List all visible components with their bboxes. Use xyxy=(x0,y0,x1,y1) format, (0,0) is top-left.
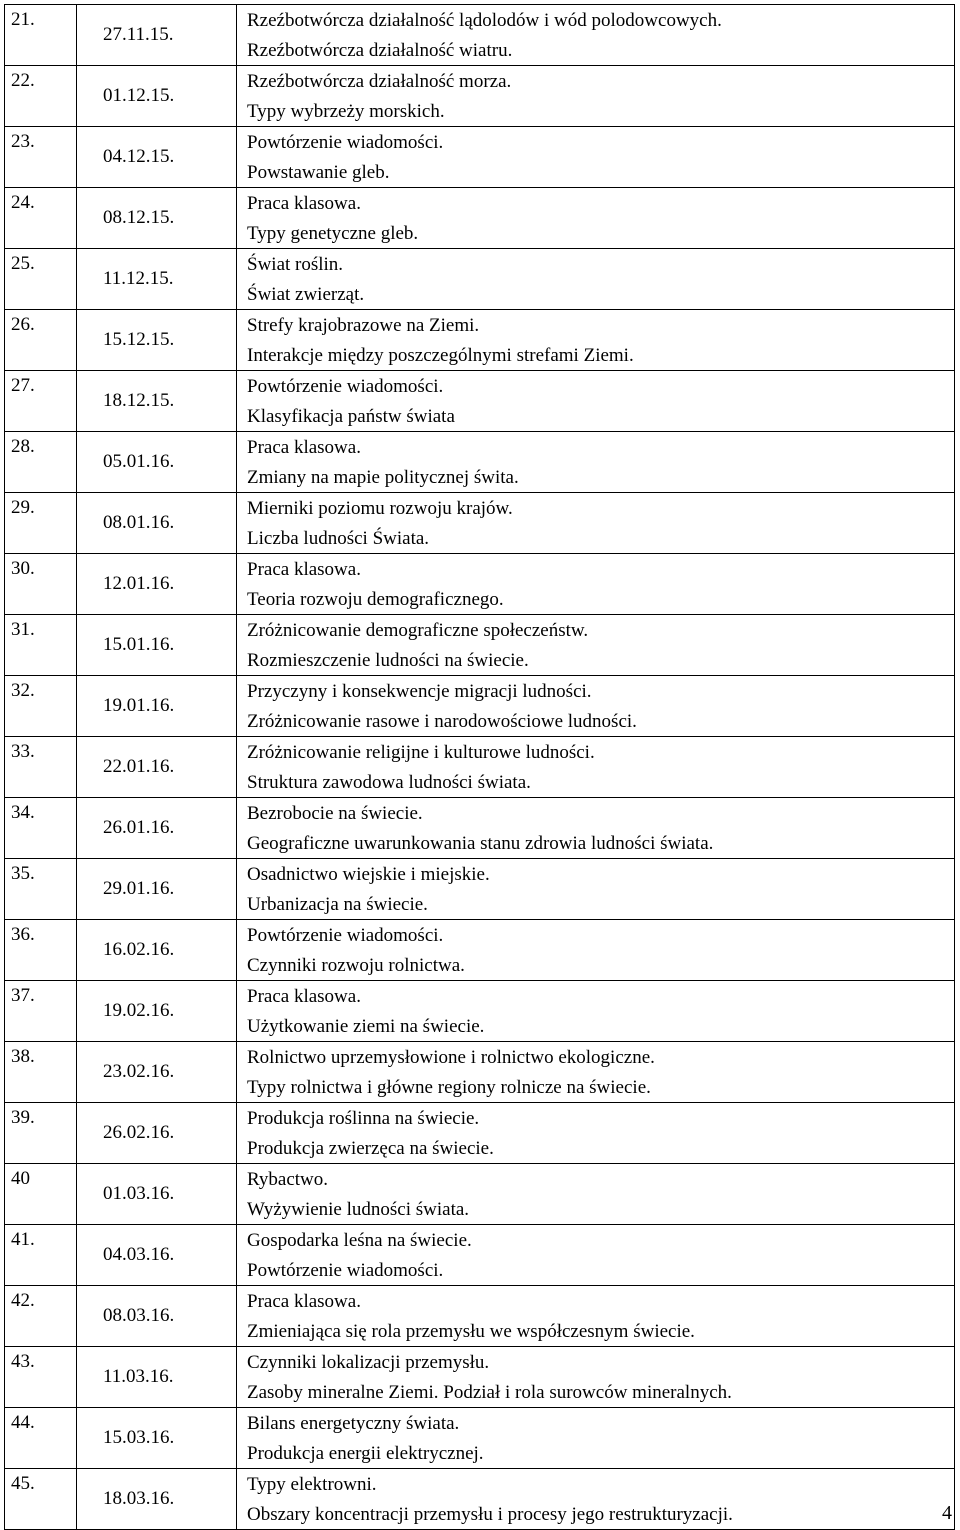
table-row xyxy=(5,798,955,859)
lesson-topic: Klasyfikacja państw świata xyxy=(247,406,455,427)
lesson-number: 29. xyxy=(11,497,35,518)
lesson-number: 44. xyxy=(11,1412,35,1433)
lesson-number-cell xyxy=(5,737,77,798)
lesson-number: 30. xyxy=(11,558,35,579)
lesson-number: 33. xyxy=(11,741,35,762)
lesson-topic: Rzeźbotwórcza działalność lądolodów i wód polodowcowych. xyxy=(247,10,722,31)
lesson-topic: Wyżywienie ludności świata. xyxy=(247,1199,470,1220)
lesson-topics-cell xyxy=(237,1469,955,1530)
table-row xyxy=(5,1042,955,1103)
lesson-number: 25. xyxy=(11,253,35,274)
lesson-topic: Typy genetyczne gleb. xyxy=(247,223,419,244)
lesson-date-cell xyxy=(77,615,237,676)
lesson-date-cell xyxy=(77,676,237,737)
lesson-number-cell xyxy=(5,1103,77,1164)
lesson-date-cell xyxy=(77,1225,237,1286)
table-row xyxy=(5,554,955,615)
lesson-number-cell xyxy=(5,127,77,188)
lesson-date-cell xyxy=(77,859,237,920)
lesson-number: 32. xyxy=(11,680,35,701)
lesson-topic: Zróżnicowanie rasowe i narodowościowe ludności. xyxy=(247,711,637,732)
lesson-date-cell xyxy=(77,1408,237,1469)
lesson-date-cell xyxy=(77,798,237,859)
lesson-number: 45. xyxy=(11,1473,35,1494)
lesson-date-cell xyxy=(77,5,237,66)
table-row xyxy=(5,981,955,1042)
table-row xyxy=(5,249,955,310)
table-row xyxy=(5,5,955,66)
lesson-date: 04.12.15. xyxy=(103,146,175,167)
table-row xyxy=(5,493,955,554)
lesson-number: 24. xyxy=(11,192,35,213)
lesson-topics-cell xyxy=(237,615,955,676)
table-row xyxy=(5,920,955,981)
table-row xyxy=(5,676,955,737)
lesson-schedule-body xyxy=(5,5,955,1530)
lesson-number: 27. xyxy=(11,375,35,396)
page-number: 4 xyxy=(942,1502,952,1524)
lesson-topic: Typy elektrowni. xyxy=(247,1474,377,1495)
lesson-topics-cell xyxy=(237,310,955,371)
lesson-topic: Typy rolnictwa i główne regiony rolnicze na świecie. xyxy=(247,1077,651,1098)
lesson-date: 27.11.15. xyxy=(103,24,174,45)
lesson-date: 18.12.15. xyxy=(103,390,175,411)
lesson-topics-cell xyxy=(237,249,955,310)
lesson-topics-cell xyxy=(237,737,955,798)
lesson-number: 36. xyxy=(11,924,35,945)
lesson-number: 37. xyxy=(11,985,35,1006)
table-row xyxy=(5,1103,955,1164)
lesson-topic: Struktura zawodowa ludności świata. xyxy=(247,772,531,793)
lesson-date: 23.02.16. xyxy=(103,1061,175,1082)
lesson-topic: Powtórzenie wiadomości. xyxy=(247,925,444,946)
lesson-date: 08.01.16. xyxy=(103,512,175,533)
lesson-topics-cell xyxy=(237,1042,955,1103)
lesson-topic: Powtórzenie wiadomości. xyxy=(247,132,444,153)
lesson-topic: Gospodarka leśna na świecie. xyxy=(247,1230,472,1251)
lesson-topic: Praca klasowa. xyxy=(247,559,361,580)
lesson-topic: Rolnictwo uprzemysłowione i rolnictwo ekologiczne. xyxy=(247,1047,655,1068)
lesson-number-cell xyxy=(5,798,77,859)
lesson-number-cell xyxy=(5,371,77,432)
lesson-topics-cell xyxy=(237,1225,955,1286)
lesson-topics-cell xyxy=(237,920,955,981)
lesson-topic: Praca klasowa. xyxy=(247,437,361,458)
lesson-date: 15.01.16. xyxy=(103,634,175,655)
lesson-topics-cell xyxy=(237,798,955,859)
lesson-number-cell xyxy=(5,1469,77,1530)
lesson-topic: Czynniki rozwoju rolnictwa. xyxy=(247,955,465,976)
lesson-topic: Strefy krajobrazowe na Ziemi. xyxy=(247,315,480,336)
table-row xyxy=(5,1408,955,1469)
lesson-date: 19.01.16. xyxy=(103,695,175,716)
lesson-topics-cell xyxy=(237,981,955,1042)
lesson-topic: Praca klasowa. xyxy=(247,986,361,1007)
lesson-date-cell xyxy=(77,1164,237,1225)
lesson-number-cell xyxy=(5,66,77,127)
table-row xyxy=(5,1286,955,1347)
lesson-date-cell xyxy=(77,737,237,798)
lesson-topics-cell xyxy=(237,1408,955,1469)
lesson-number-cell xyxy=(5,676,77,737)
table-row xyxy=(5,1347,955,1408)
lesson-date-cell xyxy=(77,493,237,554)
lesson-number-cell xyxy=(5,493,77,554)
lesson-date: 01.12.15. xyxy=(103,85,175,106)
lesson-number-cell xyxy=(5,5,77,66)
lesson-number: 35. xyxy=(11,863,35,884)
lesson-topic: Geograficzne uwarunkowania stanu zdrowia ludności świata. xyxy=(247,833,714,854)
lesson-topics-cell xyxy=(237,1164,955,1225)
lesson-topics-cell xyxy=(237,432,955,493)
lesson-number-cell xyxy=(5,432,77,493)
lesson-date: 04.03.16. xyxy=(103,1244,175,1265)
lesson-number-cell xyxy=(5,920,77,981)
lesson-number: 39. xyxy=(11,1107,35,1128)
table-row xyxy=(5,127,955,188)
lesson-topics-cell xyxy=(237,676,955,737)
lesson-topic: Przyczyny i konsekwencje migracji ludności. xyxy=(247,681,592,702)
lesson-date: 01.03.16. xyxy=(103,1183,175,1204)
lesson-date-cell xyxy=(77,188,237,249)
lesson-topics-cell xyxy=(237,5,955,66)
lesson-number-cell xyxy=(5,310,77,371)
lesson-topic: Rzeźbotwórcza działalność wiatru. xyxy=(247,40,513,61)
lesson-number-cell xyxy=(5,1164,77,1225)
lesson-topic: Urbanizacja na świecie. xyxy=(247,894,428,915)
lesson-topic: Bezrobocie na świecie. xyxy=(247,803,423,824)
lesson-topic: Interakcje między poszczególnymi strefami Ziemi. xyxy=(247,345,634,366)
lesson-number-cell xyxy=(5,1347,77,1408)
lesson-date: 08.12.15. xyxy=(103,207,175,228)
lesson-topic: Powtórzenie wiadomości. xyxy=(247,376,444,397)
lesson-topics-cell xyxy=(237,554,955,615)
lesson-topics-cell xyxy=(237,127,955,188)
lesson-number-cell xyxy=(5,249,77,310)
table-row xyxy=(5,1469,955,1530)
lesson-topics-cell xyxy=(237,371,955,432)
lesson-number-cell xyxy=(5,1286,77,1347)
lesson-number: 26. xyxy=(11,314,35,335)
lesson-date: 26.01.16. xyxy=(103,817,175,838)
table-row xyxy=(5,1164,955,1225)
lesson-topic: Osadnictwo wiejskie i miejskie. xyxy=(247,864,490,885)
lesson-topic: Obszary koncentracji przemysłu i procesy jego restrukturyzacji. xyxy=(247,1504,733,1525)
table-row xyxy=(5,615,955,676)
lesson-date: 11.12.15. xyxy=(103,268,174,289)
lesson-topics-cell xyxy=(237,859,955,920)
lesson-topics-cell xyxy=(237,493,955,554)
lesson-date-cell xyxy=(77,432,237,493)
lesson-topic: Zmiany na mapie politycznej świta. xyxy=(247,467,519,488)
lesson-date-cell xyxy=(77,66,237,127)
lesson-date-cell xyxy=(77,249,237,310)
lesson-topic: Bilans energetyczny świata. xyxy=(247,1413,460,1434)
lesson-number: 23. xyxy=(11,131,35,152)
lesson-number-cell xyxy=(5,188,77,249)
lesson-topic: Liczba ludności Świata. xyxy=(247,528,430,549)
lesson-date-cell xyxy=(77,127,237,188)
lesson-number-cell xyxy=(5,859,77,920)
table-row xyxy=(5,310,955,371)
table-row xyxy=(5,1225,955,1286)
lesson-topic: Typy wybrzeży morskich. xyxy=(247,101,445,122)
lesson-number: 40 xyxy=(11,1168,30,1189)
table-row xyxy=(5,737,955,798)
lesson-date-cell xyxy=(77,1042,237,1103)
lesson-date-cell xyxy=(77,554,237,615)
lesson-number: 43. xyxy=(11,1351,35,1372)
lesson-date: 22.01.16. xyxy=(103,756,175,777)
lesson-date-cell xyxy=(77,1347,237,1408)
lesson-number-cell xyxy=(5,554,77,615)
lesson-date: 11.03.16. xyxy=(103,1366,174,1387)
lesson-topic: Mierniki poziomu rozwoju krajów. xyxy=(247,498,513,519)
lesson-topic: Praca klasowa. xyxy=(247,193,361,214)
table-row xyxy=(5,859,955,920)
lesson-topic: Zróżnicowanie demograficzne społeczeństw. xyxy=(247,620,589,641)
lesson-number: 38. xyxy=(11,1046,35,1067)
lesson-topics-cell xyxy=(237,1286,955,1347)
lesson-number-cell xyxy=(5,1408,77,1469)
lesson-topic: Produkcja energii elektrycznej. xyxy=(247,1443,484,1464)
lesson-schedule-table xyxy=(4,4,955,1530)
lesson-date: 08.03.16. xyxy=(103,1305,175,1326)
lesson-topic: Praca klasowa. xyxy=(247,1291,361,1312)
lesson-topics-cell xyxy=(237,66,955,127)
lesson-date-cell xyxy=(77,1286,237,1347)
lesson-number: 28. xyxy=(11,436,35,457)
lesson-date: 29.01.16. xyxy=(103,878,175,899)
lesson-topic: Rozmieszczenie ludności na świecie. xyxy=(247,650,529,671)
lesson-date: 15.12.15. xyxy=(103,329,175,350)
lesson-topic: Produkcja zwierzęca na świecie. xyxy=(247,1138,494,1159)
table-row xyxy=(5,432,955,493)
lesson-topics-cell xyxy=(237,188,955,249)
lesson-date-cell xyxy=(77,920,237,981)
lesson-number-cell xyxy=(5,615,77,676)
lesson-date: 19.02.16. xyxy=(103,1000,175,1021)
lesson-topic: Rybactwo. xyxy=(247,1169,329,1190)
lesson-topic: Zmieniająca się rola przemysłu we współczesnym świecie. xyxy=(247,1321,695,1342)
table-row xyxy=(5,66,955,127)
lesson-topic: Użytkowanie ziemi na świecie. xyxy=(247,1016,485,1037)
lesson-date-cell xyxy=(77,981,237,1042)
lesson-topics-cell xyxy=(237,1347,955,1408)
lesson-date-cell xyxy=(77,1103,237,1164)
lesson-date: 26.02.16. xyxy=(103,1122,175,1143)
lesson-number-cell xyxy=(5,981,77,1042)
lesson-topic: Teoria rozwoju demograficznego. xyxy=(247,589,504,610)
lesson-number: 31. xyxy=(11,619,35,640)
lesson-date: 15.03.16. xyxy=(103,1427,175,1448)
table-row xyxy=(5,371,955,432)
lesson-topic: Powstawanie gleb. xyxy=(247,162,390,183)
lesson-number-cell xyxy=(5,1042,77,1103)
lesson-topic: Produkcja roślinna na świecie. xyxy=(247,1108,480,1129)
lesson-topic: Rzeźbotwórcza działalność morza. xyxy=(247,71,512,92)
lesson-number-cell xyxy=(5,1225,77,1286)
lesson-topic: Powtórzenie wiadomości. xyxy=(247,1260,444,1281)
lesson-topic: Świat roślin. xyxy=(247,254,344,275)
lesson-number: 21. xyxy=(11,9,35,30)
lesson-topic: Zasoby mineralne Ziemi. Podział i rola surowców mineralnych. xyxy=(247,1382,732,1403)
lesson-date-cell xyxy=(77,371,237,432)
lesson-date: 16.02.16. xyxy=(103,939,175,960)
lesson-topic: Czynniki lokalizacji przemysłu. xyxy=(247,1352,490,1373)
lesson-topic: Zróżnicowanie religijne i kulturowe ludności. xyxy=(247,742,595,763)
lesson-date-cell xyxy=(77,310,237,371)
lesson-date-cell xyxy=(77,1469,237,1530)
lesson-topic: Świat zwierząt. xyxy=(247,284,365,305)
lesson-date: 12.01.16. xyxy=(103,573,175,594)
lesson-topics-cell xyxy=(237,1103,955,1164)
lesson-number: 22. xyxy=(11,70,35,91)
lesson-number: 42. xyxy=(11,1290,35,1311)
lesson-number: 34. xyxy=(11,802,35,823)
lesson-number: 41. xyxy=(11,1229,35,1250)
lesson-date: 18.03.16. xyxy=(103,1488,175,1509)
lesson-date: 05.01.16. xyxy=(103,451,175,472)
table-row xyxy=(5,188,955,249)
